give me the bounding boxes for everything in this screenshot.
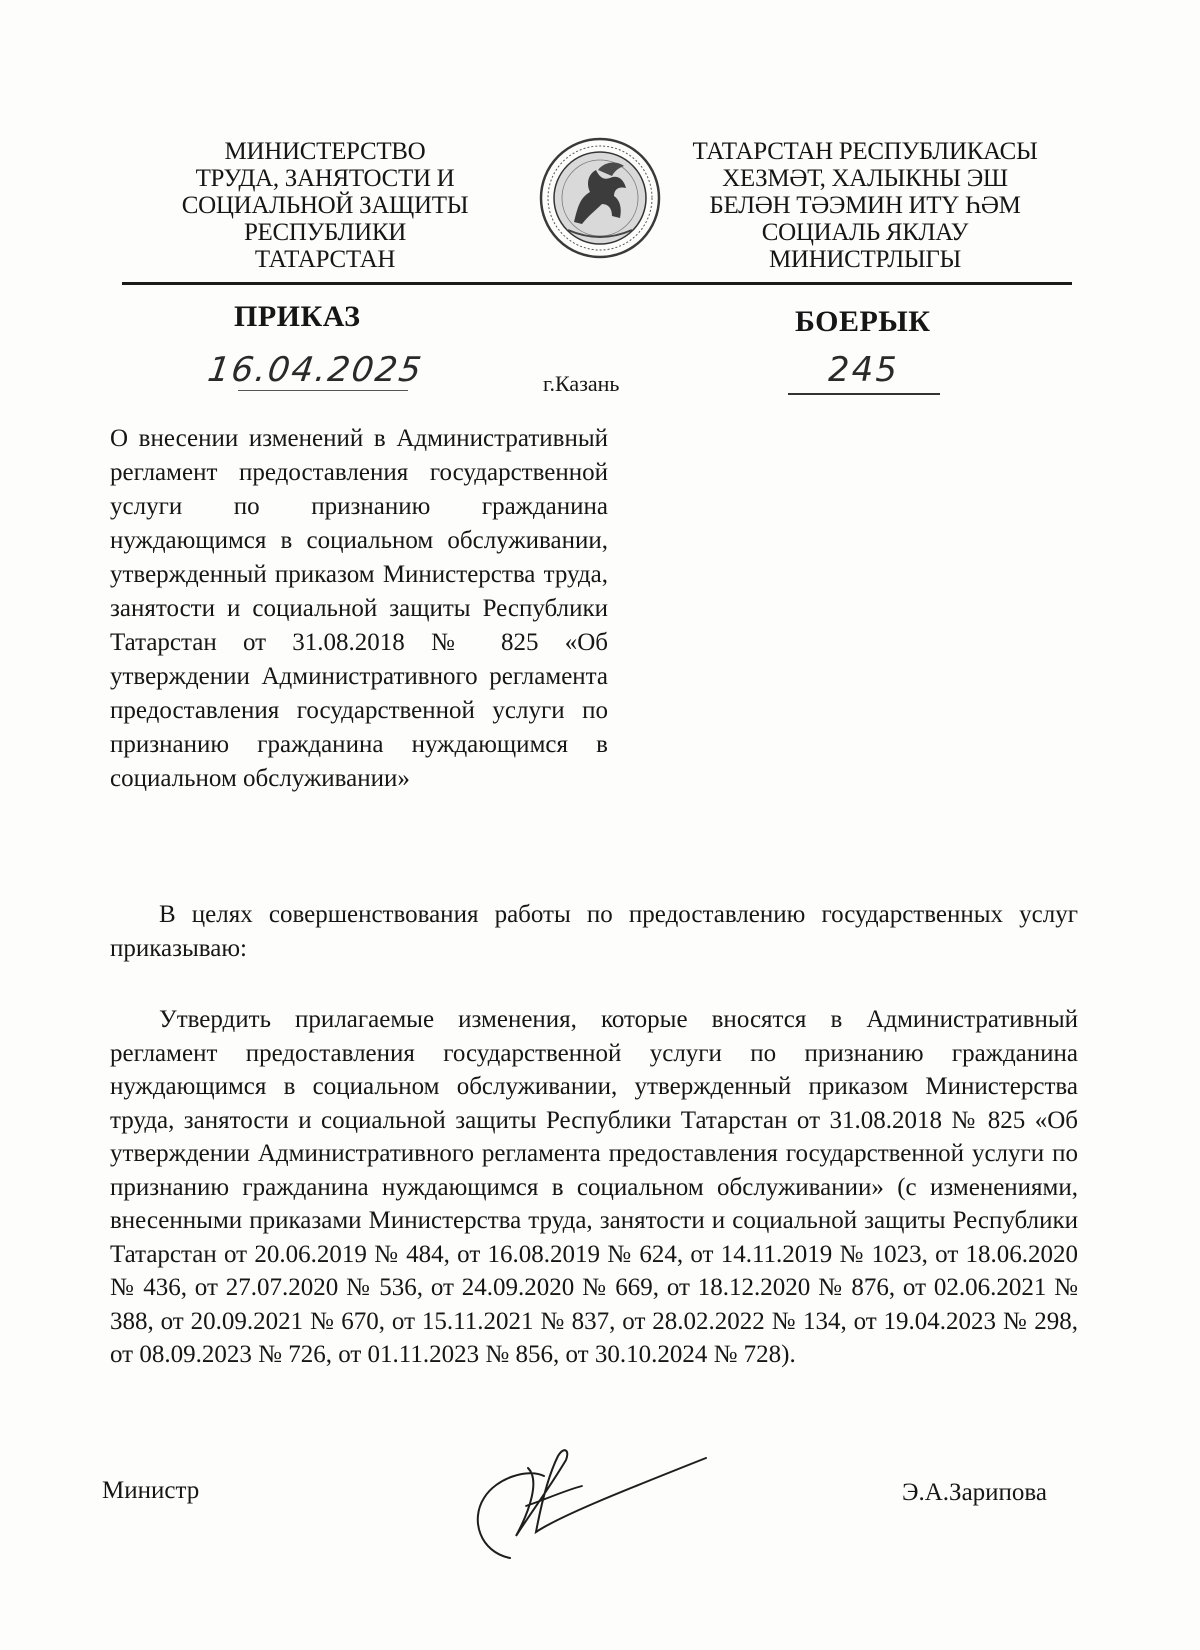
order-number: 245 — [828, 350, 899, 390]
signer-position: Министр — [102, 1477, 200, 1504]
date-underline — [238, 390, 408, 391]
order-title-tt: БОЕРЫК — [795, 305, 931, 338]
ministry-name-ru-line: СОЦИАЛЬНОЙ ЗАЩИТЫ — [181, 192, 469, 219]
ministry-name-tt-line: ХЕЗМӘТ, ХАЛЫКНЫ ЭШ — [722, 165, 1008, 192]
coat-of-arms-icon — [538, 136, 662, 260]
ministry-name-tt-line: СОЦИАЛЬ ЯКЛАУ — [761, 219, 969, 246]
order-city: г.Казань — [543, 371, 620, 396]
ministry-name-ru-line: РЕСПУБЛИКИ — [243, 219, 407, 246]
body-paragraph: Утвердить прилагаемые изменения, которые вносятся в Административный регламент предоставления государственной услуги по признанию гражданина нуждающимся в социальном обслуживании, утвержденный приказом Министерства труда, занятости и социальной защиты Республики Татарстан от 31.08.2018 № 825 «Об утверждении Административного регламента предоставления государственной услуги по признанию гражданина нуждающимся в социальном обслуживании» (с изменениями, внесенными приказами Министерства труда, занятости и социальной защиты Республики Татарстан от 20.06.2019 № 484, от 16.08.2019 № 624, от 14.11.2019 № 1023, от 18.06.2020 № 436, от 27.07.2020 № 536, от 24.09.2020 № 669, от 18.12.2020 № 876, от 02.06.2021 № 388, от 20.09.2021 № 670, от 15.11.2021 № 837, от 28.02.2022 № 134, от 19.04.2023 № 298, от 08.09.2023 № 726, от 01.11.2023 № 856, от 30.10.2024 № 728). — [110, 1006, 1078, 1368]
ministry-name-tt-line: БЕЛӘН ТӘЭМИН ИТҮ ҺӘМ — [709, 192, 1021, 219]
header-divider — [122, 282, 1072, 285]
ministry-name-tt-line: МИНИСТРЛЫГЫ — [768, 246, 962, 273]
order-subject: О внесении изменений в Административный регламент предоставления государственной услуги по признанию гражданина нуждающимся в социальном обслуживании, утвержденный приказом Министерства труда, занятости и социальной защиты Республики Татарстан от 31.08.2018 № 825 «Об утверждении Административного регламента предоставления государственной услуги по признанию гражданина нуждающимся в социальном обслуживании» — [110, 425, 608, 792]
number-underline — [788, 393, 940, 395]
order-title-ru: ПРИКАЗ — [234, 300, 361, 333]
ministry-name-ru-line: ТРУДА, ЗАНЯТОСТИ И — [195, 165, 455, 192]
signer-name: Э.А.Зарипова — [902, 1479, 1048, 1506]
ministry-name-ru — [140, 138, 510, 273]
ministry-name-tt — [665, 138, 1065, 273]
ministry-name-tt-line: ТАТАРСТАН РЕСПУБЛИКАСЫ — [692, 138, 1038, 165]
ministry-name-ru-line: ТАТАРСТАН — [254, 246, 396, 273]
order-date: 16.04.2025 — [205, 350, 426, 390]
body-paragraph: В целях совершенствования работы по предоставлению государственных услуг приказываю: — [110, 901, 1078, 962]
signature-icon — [470, 1440, 710, 1570]
ministry-name-ru-line: МИНИСТЕРСТВО — [224, 138, 426, 165]
